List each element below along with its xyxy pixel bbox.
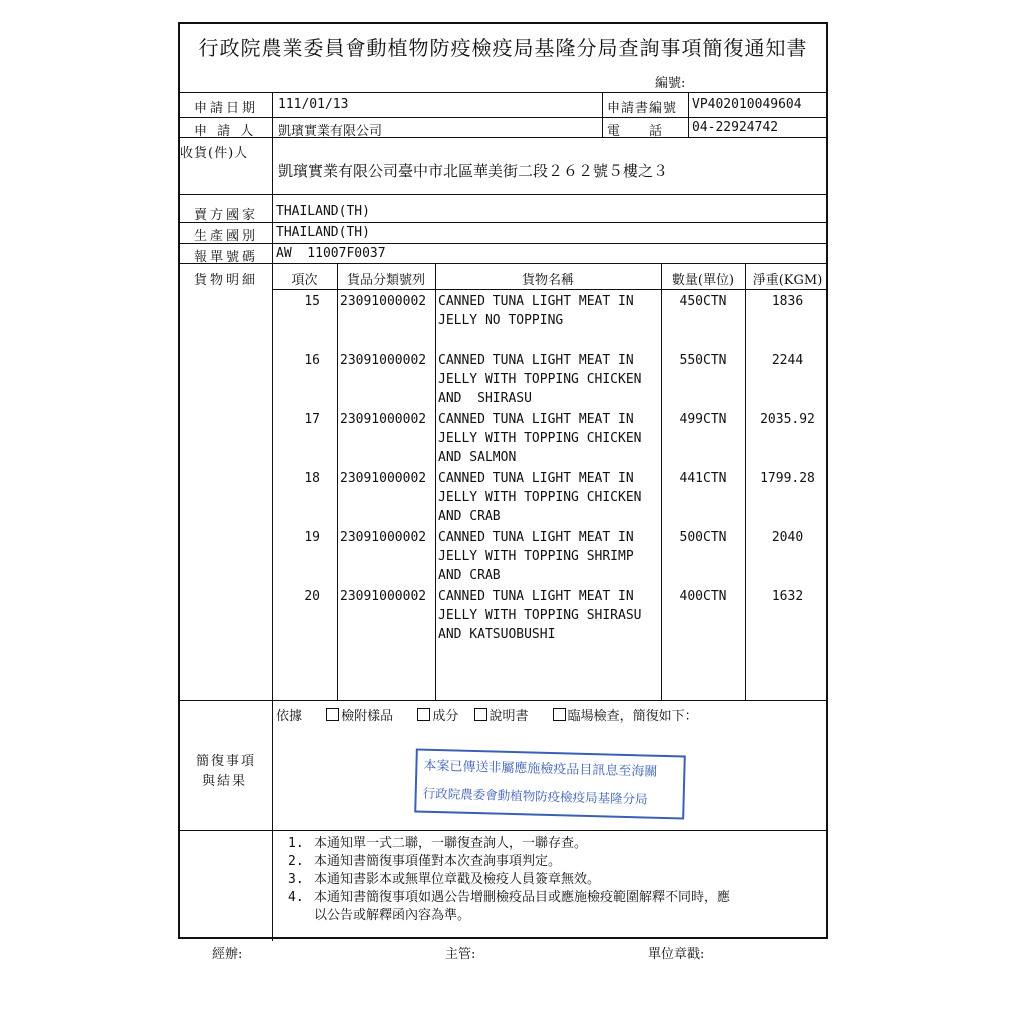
goods-name-line: JELLY WITH TOPPING CHICKEN bbox=[438, 372, 642, 387]
row-item-no: 17 bbox=[304, 412, 320, 427]
phone-label: 電 話 bbox=[607, 124, 664, 139]
goods-detail-label: 貨物明細 bbox=[194, 273, 259, 288]
option-ingredients[interactable]: 成分 bbox=[417, 709, 458, 724]
row-item-no: 15 bbox=[304, 294, 320, 309]
note-number: 2. bbox=[288, 854, 304, 869]
row-goods-name bbox=[438, 469, 662, 526]
note-text bbox=[314, 853, 561, 871]
note-text-line: 本通知書簡復事項如遇公告增刪檢疫品目或應施檢疫範圍解釋不同時，應 bbox=[314, 890, 731, 905]
goods-name-line: JELLY WITH TOPPING CHICKEN bbox=[438, 431, 642, 446]
goods-name-line: AND SHIRASU bbox=[438, 391, 532, 406]
row-quantity: 500CTN bbox=[679, 530, 727, 545]
apply-date-value: 111/01/13 bbox=[278, 97, 349, 112]
header-net-weight: 淨重(KGM) bbox=[752, 273, 823, 288]
notice-document bbox=[178, 22, 828, 939]
stamp-line1: 本案已傳送非屬應施檢疫品目訊息至海關 bbox=[423, 758, 658, 780]
supervisor-label: 主管: bbox=[445, 947, 476, 962]
goods-name-line: AND CRAB bbox=[438, 509, 501, 524]
option-onsite-inspection[interactable]: 臨場檢查，簡復如下： bbox=[553, 709, 698, 724]
row-net-weight: 2244 bbox=[771, 353, 804, 368]
unit-seal-label: 單位章戳: bbox=[648, 947, 705, 962]
note-number: 1. bbox=[288, 836, 304, 851]
reply-label-line1: 簡復事項 bbox=[196, 754, 257, 769]
row-hs-code: 23091000002 bbox=[340, 294, 427, 309]
row-quantity: 450CTN bbox=[679, 294, 727, 309]
handler-label: 經辦: bbox=[212, 947, 243, 962]
declaration-number-label: 報單號碼 bbox=[194, 250, 259, 265]
reply-basis bbox=[276, 705, 698, 724]
header-item-no: 項次 bbox=[291, 273, 318, 288]
row-quantity: 400CTN bbox=[679, 589, 727, 604]
row-net-weight: 1632 bbox=[771, 589, 804, 604]
note-text bbox=[314, 889, 730, 925]
row-quantity: 550CTN bbox=[679, 353, 727, 368]
row-hs-code: 23091000002 bbox=[340, 530, 427, 545]
row-net-weight: 1799.28 bbox=[760, 471, 815, 486]
header-goods-name: 貨物名稱 bbox=[521, 273, 574, 288]
applicant-value: 凱璸實業有限公司 bbox=[278, 124, 383, 139]
row-net-weight: 1836 bbox=[771, 294, 804, 309]
header-hs-code: 貨品分類號列 bbox=[346, 273, 425, 288]
note-text bbox=[314, 835, 587, 853]
note-item bbox=[288, 853, 730, 871]
note-text bbox=[314, 871, 600, 889]
note-text-line: 本通知書簡復事項僅對本次查詢事項判定。 bbox=[314, 854, 562, 869]
goods-name-line: CANNED TUNA LIGHT MEAT IN bbox=[438, 530, 634, 545]
row-hs-code: 23091000002 bbox=[340, 589, 427, 604]
goods-name-line: JELLY WITH TOPPING CHICKEN bbox=[438, 490, 642, 505]
consignee-value: 凱璸實業有限公司臺中市北區華美街二段２６２號５樓之３ bbox=[278, 162, 669, 180]
ingredients-checkbox[interactable] bbox=[417, 708, 430, 721]
row-item-no: 20 bbox=[304, 589, 320, 604]
document-title: 行政院農業委員會動植物防疫檢疫局基隆分局查詢事項簡復通知書 bbox=[198, 36, 808, 60]
goods-name-line: JELLY WITH TOPPING SHIRASU bbox=[438, 608, 642, 623]
form-number-value: VP402010049604 bbox=[692, 97, 802, 112]
official-stamp bbox=[414, 748, 686, 819]
goods-name-line: CANNED TUNA LIGHT MEAT IN bbox=[438, 589, 634, 604]
goods-name-line: JELLY NO TOPPING bbox=[438, 313, 564, 328]
row-item-no: 19 bbox=[304, 530, 320, 545]
header-quantity: 數量(單位) bbox=[671, 273, 735, 288]
row-goods-name bbox=[438, 410, 662, 467]
declaration-number-value: AW 11007F0037 bbox=[276, 246, 386, 261]
note-text-continued: 以公告或解釋函內容為準。 bbox=[314, 908, 471, 923]
basis-label: 依據 bbox=[276, 709, 303, 724]
row-goods-name bbox=[438, 528, 662, 585]
note-item bbox=[288, 889, 730, 925]
row-hs-code: 23091000002 bbox=[340, 412, 427, 427]
row-hs-code: 23091000002 bbox=[340, 471, 427, 486]
row-item-no: 18 bbox=[304, 471, 320, 486]
seller-country-label: 賣方國家 bbox=[194, 208, 259, 223]
note-number: 4. bbox=[288, 890, 304, 905]
origin-country-value: THAILAND(TH) bbox=[276, 225, 370, 240]
goods-name-line: CANNED TUNA LIGHT MEAT IN bbox=[438, 471, 634, 486]
applicant-label: 申 請 人 bbox=[194, 124, 257, 139]
note-text-line: 本通知書影本或無單位章戳及檢疫人員簽章無效。 bbox=[314, 872, 601, 887]
option-manual[interactable]: 說明書 bbox=[474, 709, 528, 724]
goods-name-line: CANNED TUNA LIGHT MEAT IN bbox=[438, 294, 634, 309]
serial-number-label: 編號: bbox=[655, 76, 686, 91]
reply-label-line2: 與結果 bbox=[202, 774, 248, 789]
goods-name-line: CANNED TUNA LIGHT MEAT IN bbox=[438, 412, 634, 427]
goods-name-line: AND SALMON bbox=[438, 450, 517, 465]
row-hs-code: 23091000002 bbox=[340, 353, 427, 368]
consignee-label: 收貨(件)人 bbox=[180, 146, 249, 161]
row-item-no: 16 bbox=[304, 353, 320, 368]
note-text-line: 本通知單一式二聯，一聯復查詢人，一聯存查。 bbox=[314, 836, 588, 851]
notes-list bbox=[288, 835, 730, 925]
phone-value: 04-22924742 bbox=[692, 120, 779, 135]
stamp-line2: 行政院農委會動植物防疫檢疫局基隆分局 bbox=[422, 785, 648, 807]
row-net-weight: 2035.92 bbox=[760, 412, 815, 427]
goods-name-line: AND KATSUOBUSHI bbox=[438, 627, 556, 642]
goods-name-line: AND CRAB bbox=[438, 568, 501, 583]
seller-country-value: THAILAND(TH) bbox=[276, 204, 370, 219]
manual-checkbox[interactable] bbox=[474, 708, 487, 721]
apply-date-label: 申請日期 bbox=[194, 101, 259, 116]
form-number-label: 申請書編號 bbox=[607, 101, 678, 116]
option-sample[interactable]: 檢附樣品 bbox=[326, 709, 393, 724]
note-item bbox=[288, 835, 730, 853]
sample-checkbox[interactable] bbox=[326, 708, 339, 721]
note-item bbox=[288, 871, 730, 889]
row-quantity: 499CTN bbox=[679, 412, 727, 427]
row-net-weight: 2040 bbox=[771, 530, 804, 545]
row-goods-name bbox=[438, 351, 662, 408]
row-quantity: 441CTN bbox=[679, 471, 727, 486]
note-number: 3. bbox=[288, 872, 304, 887]
row-goods-name bbox=[438, 587, 662, 644]
origin-country-label: 生產國別 bbox=[194, 229, 259, 244]
onsite-checkbox[interactable] bbox=[553, 708, 566, 721]
goods-name-line: CANNED TUNA LIGHT MEAT IN bbox=[438, 353, 634, 368]
row-goods-name bbox=[438, 292, 662, 330]
goods-name-line: JELLY WITH TOPPING SHRIMP bbox=[438, 549, 634, 564]
